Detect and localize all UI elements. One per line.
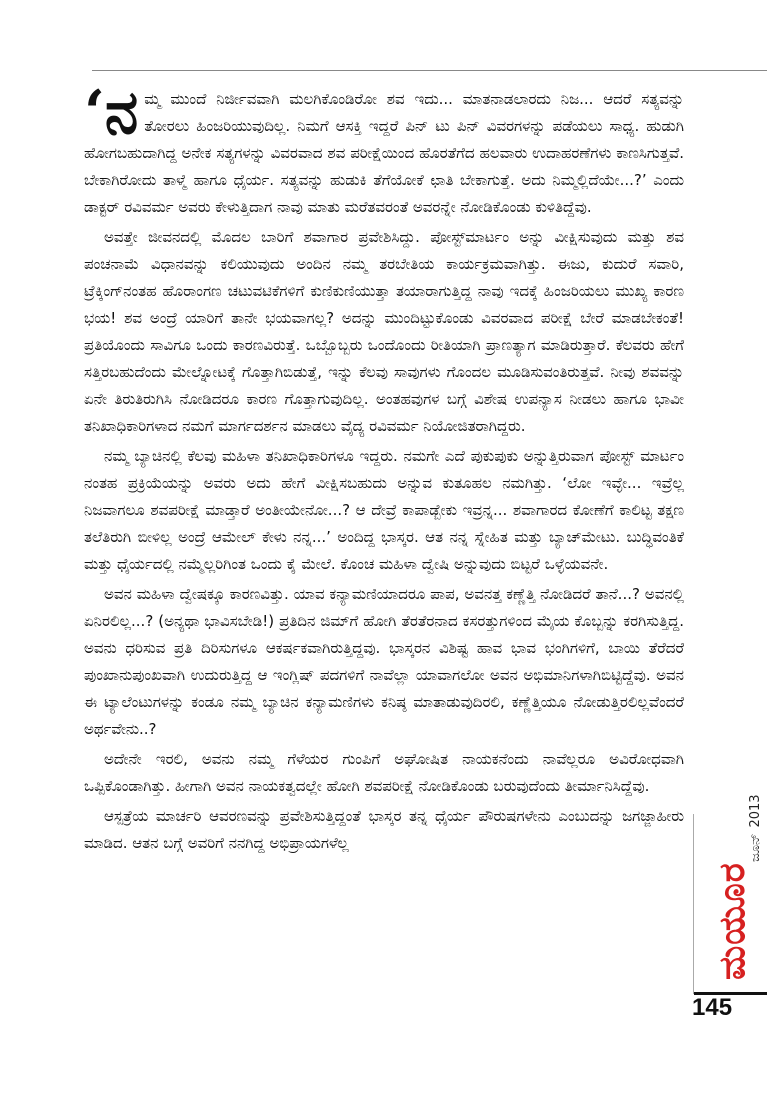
magazine-logo: ಮಯೂರ — [712, 862, 753, 980]
article-paragraph-5: ಅದೇನೇ ಇರಲಿ, ಅವನು ನಮ್ಮ ಗೆಳೆಯರ ಗುಂಪಿಗೆ ಅಘೋಷಿತ ನಾಯಕನೆಂದು ನಾವೆಲ್ಲರೂ ಅವಿರೋಧವಾಗಿ ಒಪ್ಪಿಕೊಂಡಾಗಿತ್ತು. ಹೀಗಾಗಿ ಅವನ ನಾಯಕತ್ವದಲ್ಲೇ ಹೋಗಿ ಶವಪರೀಕ್ಷೆ ನೋಡಿಕೊಂಡು ಬರುವುದೆಂದು ತೀರ್ಮಾನಿಸಿದ್ದೆವು. — [84, 750, 684, 795]
drop-cap: ‘ನ — [84, 78, 139, 148]
paragraph-text: ಮ್ಮ ಮುಂದೆ ನಿರ್ಜೀವವಾಗಿ ಮಲಗಿಕೊಂಡಿರೋ ಶವ ಇದು... ಮಾತನಾಡಲಾರದು ನಿಜ... ಆದರೆ ಸತ್ಯವನ್ನು ತೋರಲು ಹಿಂಜರಿಯುವುದಿಲ್ಲ. ನಿಮಗೆ ಆಸಕ್ತಿ ಇದ್ದರೆ ಪಿನ್ ಟು ಪಿನ್ ವಿವರಗಳನ್ನು ಪಡೆಯಲು ಸಾಧ್ಯ. ಹುಡುಗಿ ಹೋಗಬಹುದಾಗಿದ್ದ ಅನೇಕ ಸತ್ಯಗಳನ್ನು ವಿವರವಾದ ಶವ ಪರೀಕ್ಷೆಯಿಂದ ಹೊರತೆಗೆದ ಹಲವಾರು ಉದಾಹರಣೆಗಳು ಕಾಣಸಿಗುತ್ತವೆ. ಬೇಕಾಗಿರೋದು ತಾಳ್ಮೆ ಹಾಗೂ ಧೈರ್ಯ. ಸತ್ಯವನ್ನು ಹುಡುಕಿ ತೆಗೆಯೋಕೆ ಛಾತಿ ಬೇಕಾಗುತ್ತೆ. ಅದು ನಿಮ್ಮಲ್ಲಿದೆಯೇ...?’ ಎಂದು ಡಾಕ್ಟರ್ ರವಿವರ್ಮ ಅವರು ಕೇಳುತ್ತಿದಾಗ ನಾವು ಮಾತು ಮರೆತವರಂತೆ ಅವರನ್ನೇ ನೋಡಿಕೊಂಡು ಕುಳಿತಿದ್ದೆವು. — [84, 90, 684, 216]
issue-year: 2013 — [748, 794, 763, 828]
article-paragraph-1 — [84, 78, 684, 221]
article-paragraph-6: ಆಸ್ಪತ್ರೆಯ ಮಾರ್ಚರಿ ಆವರಣವನ್ನು ಪ್ರವೇಶಿಸುತ್ತಿದ್ದಂತೆ ಭಾಸ್ಕರ ತನ್ನ ಧೈರ್ಯ ಪೌರುಷಗಳೇನು ಎಂಬುದನ್ನು ಜಗಜ್ಜಾಹೀರು ಮಾಡಿದ. ಆತನ ಬಗ್ಗೆ ಅವರಿಗೆ ನನಗಿದ್ದ ಅಭಿಪ್ರಾಯಗಳೆಲ್ಲ — [84, 807, 684, 852]
top-rule — [92, 70, 767, 71]
article-paragraph-2: ಅವತ್ತೇ ಜೀವನದಲ್ಲಿ ಮೊದಲ ಬಾರಿಗೆ ಶವಾಗಾರ ಪ್ರವೇಶಿಸಿದ್ದು. ಪೋಸ್ಟ್‌ಮಾರ್ಟಂ ಅನ್ನು ವೀಕ್ಷಿಸುವುದು ಮತ್ತು ಶವ ಪಂಚನಾಮೆ ವಿಧಾನವನ್ನು ಕಲಿಯುವುದು ಅಂದಿನ ನಮ್ಮ ತರಬೇತಿಯ ಕಾರ್ಯಕ್ರಮವಾಗಿತ್ತು. ಈಜು, ಕುದುರೆ ಸವಾರಿ, ಟ್ರೆಕ್ಕಿಂಗ್‌ನಂತಹ ಹೊರಾಂಗಣ ಚಟುವಟಿಕೆಗಳಿಗೆ ಕುಣಿಕುಣಿಯುತ್ತಾ ತಯಾರಾಗುತ್ತಿದ್ದ ನಾವು ಇದಕ್ಕೆ ಹಿಂಜರಿಯಲು ಮುಖ್ಯ ಕಾರಣ ಭಯ! ಶವ ಅಂದ್ರೆ ಯಾರಿಗೆ ತಾನೇ ಭಯವಾಗಲ್ಲ? ಅದನ್ನು ಮುಂದಿಟ್ಟುಕೊಂಡು ವಿವರವಾದ ಪರೀಕ್ಷೆ ಬೇರೆ ಮಾಡಬೇಕಂತೆ! ಪ್ರತಿಯೊಂದು ಸಾವಿಗೂ ಒಂದು ಕಾರಣವಿರುತ್ತೆ. ಒಬ್ಬೊಬ್ಬರು ಒಂದೊಂದು ರೀತಿಯಾಗಿ ಪ್ರಾಣತ್ಯಾಗ ಮಾಡಿರುತ್ತಾರೆ. ಕೆಲವರು ಹೇಗೆ ಸತ್ತಿರಬಹುದೆಂದು ಮೇಲ್ನೋಟಕ್ಕೆ ಗೊತ್ತಾಗಿಬಿಡುತ್ತೆ, ಇನ್ನು ಕೆಲವು ಸಾವುಗಳು ಗೊಂದಲ ಮೂಡಿಸುವಂತಿರುತ್ತವೆ. ನೀವು ಶವವನ್ನು ಏನೇ ತಿರುತಿರುಗಿಸಿ ನೋಡಿದರೂ ಕಾರಣ ಗೊತ್ತಾಗುವುದಿಲ್ಲ. ಅಂತಹವುಗಳ ಬಗ್ಗೆ ವಿಶೇಷ ಉಪನ್ಯಾಸ ನೀಡಲು ಹಾಗೂ ಭಾವೀ ತನಿಖಾಧಿಕಾರಿಗಳಾದ ನಮಗೆ ಮಾರ್ಗದರ್ಶನ ಮಾಡಲು ವೈದ್ಯ ರವಿವರ್ಮ ನಿಯೋಜಿತರಾಗಿದ್ದರು. — [84, 228, 684, 435]
page-number: 145 — [692, 994, 733, 1021]
article-paragraph-4: ಅವನ ಮಹಿಳಾ ದ್ವೇಷಕ್ಕೂ ಕಾರಣವಿತ್ತು. ಯಾವ ಕನ್ಯಾಮಣಿಯಾದರೂ ಪಾಪ, ಅವನತ್ತ ಕಣ್ಣೆತ್ತಿ ನೋಡಿದರೆ ತಾನೆ...? ಅವನಲ್ಲಿ ಏನಿರಲಿಲ್ಲ...? (ಅನ್ಯಥಾ ಭಾವಿಸಬೇಡಿ!) ಪ್ರತಿದಿನ ಜಿಮ್‌ಗೆ ಹೋಗಿ ತೆರತೆರನಾದ ಕಸರತ್ತುಗಳಿಂದ ಮೈಯ ಕೊಬ್ಬನ್ನು ಕರಗಿಸುತ್ತಿದ್ದ. ಅವನು ಧರಿಸುವ ಪ್ರತಿ ದಿರಿಸುಗಳೂ ಆಕರ್ಷಕವಾಗಿರುತ್ತಿದ್ದವು. ಭಾಸ್ಕರನ ವಿಶಿಷ್ಟ ಹಾವ ಭಾವ ಭಂಗಿಗಳಿಗೆ, ಬಾಯಿ ತೆರೆದರೆ ಪುಂಖಾನುಪುಂಖವಾಗಿ ಉದುರುತ್ತಿದ್ದ ಆ ಇಂಗ್ಲಿಷ್ ಪದಗಳಿಗೆ ನಾವೆಲ್ಲಾ ಯಾವಾಗಲೋ ಅವನ ಅಭಿಮಾನಿಗಳಾಗಿಬಿಟ್ಟಿದ್ದೆವು. ಅವನ ಈ ಟ್ಯಾಲೆಂಟುಗಳನ್ನು ಕಂಡೂ ನಮ್ಮ ಬ್ಯಾಚಿನ ಕನ್ಯಾಮಣಿಗಳು ಕನಿಷ್ಠ ಮಾತಾಡುವುದಿರಲಿ, ಕಣ್ಣೆತ್ತಿಯೂ ನೋಡುತ್ತಿರಲಿಲ್ಲವೆಂದರೆ ಅರ್ಥವೇನು..? — [84, 585, 684, 738]
issue-month: ಜೂನ್ — [748, 833, 763, 862]
article-body — [84, 78, 684, 860]
issue-date — [744, 794, 763, 862]
sidebar-divider — [693, 814, 694, 994]
article-paragraph-3: ನಮ್ಮ ಬ್ಯಾಚಿನಲ್ಲಿ ಕೆಲವು ಮಹಿಳಾ ತನಿಖಾಧಿಕಾರಿಗಳೂ ಇದ್ದರು. ನಮಗೇ ಎದೆ ಪುಕುಪುಕು ಅನ್ನುತ್ತಿರುವಾಗ ಪೋಸ್ಟ್ ಮಾರ್ಟಂ ನಂತಹ ಪ್ರಕ್ರಿಯೆಯನ್ನು ಅವರು ಅದು ಹೇಗೆ ವೀಕ್ಷಿಸಬಹುದು ಅನ್ನುವ ಕುತೂಹಲ ನಮಗಿತ್ತು. ‘ಲೋ ಇವ್ಳೇ... ಇವ್ರೆಲ್ಲ ನಿಜವಾಗಲೂ ಶವಪರೀಕ್ಷೆ ಮಾಡ್ತಾರೆ ಅಂತೀಯೇನೋ...? ಆ ದೇವ್ರೆ ಕಾಪಾಡ್ಬೇಕು ಇವ್ರನ್ನ... ಶವಾಗಾರದ ಕೋಣೆಗೆ ಕಾಲಿಟ್ಟ ತಕ್ಷಣ ತಲೆತಿರುಗಿ ಬೀಳಿಲ್ಲ ಅಂದ್ರೆ ಆಮೇಲ್ ಕೇಳು ನನ್ನ...’ ಅಂದಿದ್ದ ಭಾಸ್ಕರ. ಆತ ನನ್ನ ಸ್ನೇಹಿತ ಮತ್ತು ಬ್ಯಾಚ್‌ಮೇಟು. ಬುದ್ಧಿವಂತಿಕೆ ಮತ್ತು ಧೈರ್ಯದಲ್ಲಿ ನಮ್ಮೆಲ್ಲರಿಗಿಂತ ಒಂದು ಕೈ ಮೇಲೆ. ಕೊಂಚ ಮಹಿಳಾ ದ್ವೇಷಿ ಅನ್ನುವುದು ಬಿಟ್ಟರೆ ಒಳ್ಳೆಯವನೇ. — [84, 447, 684, 573]
